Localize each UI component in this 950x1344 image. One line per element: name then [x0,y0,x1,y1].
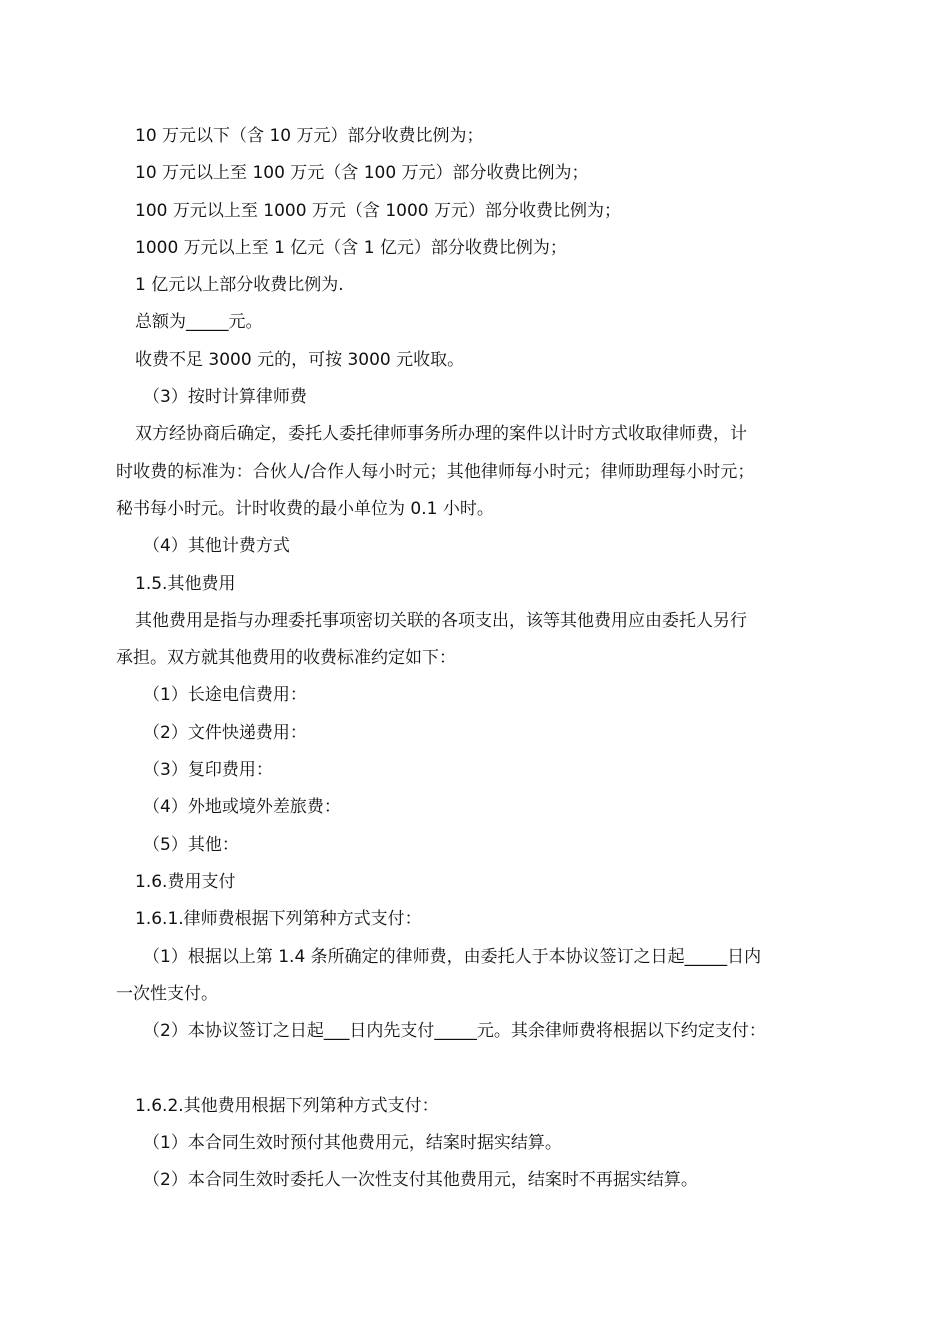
payment-option-2: （2）本协议签订之日起___日内先支付_____元。其余律师费将根据以下约定支付： [143,1021,766,1042]
expense-item-2: （2）文件快递费用： [143,722,307,743]
section-1-6-heading: 1.6.费用支付 [135,871,236,892]
other-expenses-paragraph-line-2: 承担。双方就其他费用的收费标准约定如下： [116,648,456,669]
expense-item-3: （3）复印费用： [143,760,273,781]
expense-item-4: （4）外地或境外差旅费： [143,797,341,818]
hourly-fee-paragraph-line-2: 时收费的标准为：合伙人/合作人每小时元；其他律师每小时元；律师助理每小时元； [116,461,755,482]
total-amount-line: 总额为_____元。 [135,312,263,333]
section-1-6-1-heading: 1.6.1.律师费根据下列第种方式支付： [135,909,422,930]
payment-option-1-line-2: 一次性支付。 [116,983,218,1004]
section-hourly-fee: （3）按时计算律师费 [143,387,307,408]
fee-rate-line-4: 1000 万元以上至 1 亿元（含 1 亿元）部分收费比例为； [135,237,567,258]
fee-rate-line-5: 1 亿元以上部分收费比例为. [135,275,344,296]
section-1-6-2-heading: 1.6.2.其他费用根据下列第种方式支付： [135,1095,439,1116]
section-other-billing: （4）其他计费方式 [143,536,290,557]
other-expenses-paragraph-line-1: 其他费用是指与办理委托事项密切关联的各项支出，该等其他费用应由委托人另行 [135,610,747,631]
expense-item-1: （1）长途电信费用： [143,685,307,706]
hourly-fee-paragraph-line-3: 秘书每小时元。计时收费的最小单位为 0.1 小时。 [116,498,494,519]
other-fee-option-2: （2）本合同生效时委托人一次性支付其他费用元，结案时不再据实结算。 [143,1170,698,1191]
payment-option-1-line-1: （1）根据以上第 1.4 条所确定的律师费，由委托人于本协议签订之日起_____日内 [143,946,762,967]
expense-item-5: （5）其他： [143,834,239,855]
hourly-fee-paragraph-line-1: 双方经协商后确定，委托人委托律师事务所办理的案件以计时方式收取律师费，计 [135,424,747,445]
fee-rate-line-2: 10 万元以上至 100 万元（含 100 万元）部分收费比例为； [135,163,589,184]
document-page [116,118,836,1200]
minimum-fee-line: 收费不足 3000 元的，可按 3000 元收取。 [135,349,465,370]
fee-rate-line-1: 10 万元以下（含 10 万元）部分收费比例为； [135,126,484,146]
fee-rate-line-3: 100 万元以上至 1000 万元（含 1000 万元）部分收费比例为； [135,200,621,221]
blank-spacer [116,1050,836,1087]
section-1-5-heading: 1.5.其他费用 [135,573,236,594]
other-fee-option-1: （1）本合同生效时预付其他费用元，结案时据实结算。 [143,1133,562,1154]
